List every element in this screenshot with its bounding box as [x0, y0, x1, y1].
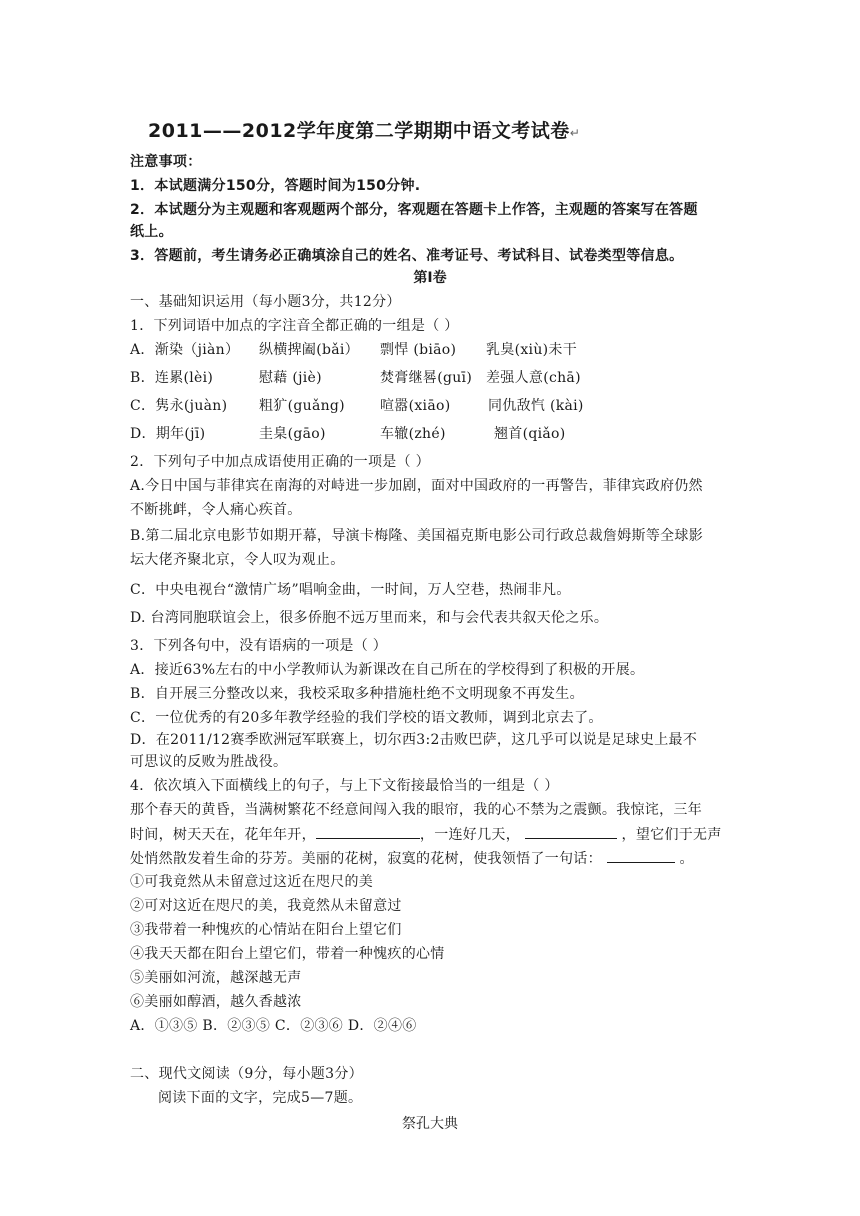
q2-option-a: A.今日中国与菲律宾在南海的对峙进一步加剧，面对中国政府的一再警告，菲律宾政府仍然	[130, 478, 703, 494]
q1-option-d-2: 圭臬(gāo)	[259, 426, 326, 442]
q1-option-d-4: 翘首(qiǎo)	[494, 426, 566, 442]
q4-passage-part-2: ，一连好几天，	[419, 827, 521, 843]
section2-instruction: 阅读下面的文字，完成5—7题。	[158, 1090, 363, 1106]
volume-title: 第Ⅰ卷	[413, 270, 447, 286]
q4-option-6: ⑥美丽如醇酒，越久香越浓	[130, 994, 302, 1010]
q3-option-d-cont: 可思议的反败为胜战役。	[130, 754, 288, 770]
q1-option-a-2: 纵横捭阖(bǎi）	[259, 342, 359, 358]
q3-stem: 3．下列各句中，没有语病的一项是（ ）	[130, 638, 388, 654]
q4-passage-line-3	[130, 848, 694, 869]
exam-title-text: 2011——2012学年度第二学期期中语文考试卷	[148, 120, 570, 142]
q4-passage-part-1: 时间，树天天在，花年年开，	[130, 827, 316, 843]
section2-heading: 二、现代文阅读（9分，每小题3分）	[130, 1066, 363, 1082]
q4-option-1: ①可我竟然从未留意过这近在咫尺的美	[130, 874, 374, 890]
q4-option-4: ④我天天都在阳台上望它们，带着一种愧疚的心情	[130, 946, 445, 962]
q4-passage-part-4: 处悄然散发着生命的芬芳。美丽的花树，寂寞的花树，使我领悟了一句话：	[130, 851, 602, 867]
q4-passage-line-2	[130, 824, 722, 845]
q1-option-b-2: 慰藉 (jiè)	[259, 370, 322, 386]
q2-option-d: D. 台湾同胞联谊会上，很多侨胞不远万里而来，和与会代表共叙天伦之乐。	[130, 610, 609, 626]
notice-item-3: 3．答题前，考生请务必正确填涂自己的姓名、准考证号、考试科目、试卷类型等信息。	[130, 248, 684, 264]
q1-option-a-1: A．渐染（jiàn）	[130, 342, 240, 358]
q3-option-b: B．自开展三分整改以来，我校采取多种措施杜绝不文明现象不再发生。	[130, 686, 584, 702]
exam-title	[148, 116, 580, 143]
q1-option-c-3: 喧嚣(xiāo)	[380, 398, 451, 414]
paragraph-mark-icon: ↵	[569, 126, 581, 140]
notice-item-2-cont: 纸上。	[130, 224, 173, 240]
fill-blank-3[interactable]	[607, 848, 675, 863]
fill-blank-1[interactable]	[316, 824, 420, 839]
q4-answers: A．①③⑤ B．②③⑤ C．②③⑥ D．②④⑥	[130, 1018, 417, 1034]
q2-option-a-cont: 不断挑衅，令人痛心疾首。	[130, 502, 302, 518]
q1-option-a-4: 乳臭(xiù)未干	[486, 342, 578, 358]
q2-option-b-cont: 坛大佬齐聚北京，令人叹为观止。	[130, 552, 345, 568]
q4-option-5: ⑤美丽如河流，越深越无声	[130, 970, 302, 986]
q1-option-c-4: 同仇敌忾 (kài)	[488, 398, 584, 414]
q1-option-a-3: 剽悍 (biāo)	[380, 342, 457, 358]
q2-option-c: C．中央电视台“激情广场”唱响金曲，一时间，万人空巷，热闹非凡。	[130, 582, 571, 598]
q3-option-c: C．一位优秀的有20多年教学经验的我们学校的语文教师，调到北京去了。	[130, 710, 603, 726]
q1-option-d-3: 车辙(zhé)	[380, 426, 446, 442]
q4-option-3: ③我带着一种愧疚的心情站在阳台上望它们	[130, 922, 402, 938]
q4-stem: 4．依次填入下面横线上的句子，与上下文衔接最恰当的一组是（ ）	[130, 778, 559, 794]
notice-item-2: 2．本试题分为主观题和客观题两个部分，客观题在答题卡上作答，主观题的答案写在答题	[130, 202, 698, 218]
q4-passage-part-5: 。	[679, 851, 694, 867]
q1-stem: 1．下列词语中加点的字注音全都正确的一组是（ ）	[130, 318, 459, 334]
q4-option-2: ②可对这近在咫尺的美，我竟然从未留意过	[130, 898, 402, 914]
q2-stem: 2．下列句子中加点成语使用正确的一项是（ ）	[130, 454, 430, 470]
notice-item-1: 1．本试题满分150分，答题时间为150分钟.	[130, 178, 421, 194]
q2-option-b: B.第二届北京电影节如期开幕，导演卡梅隆、美国福克斯电影公司行政总裁詹姆斯等全球影	[130, 528, 704, 544]
article-title: 祭孔大典	[402, 1116, 458, 1132]
q1-option-b-4: 差强人意(chā)	[486, 370, 581, 386]
q1-option-b-1: B．连累(lèi)	[130, 370, 214, 386]
q3-option-a: A．接近63%左右的中小学教师认为新课改在自己所在的学校得到了积极的开展。	[130, 662, 645, 678]
q1-option-b-3: 焚膏继晷(guī)	[380, 370, 473, 386]
q1-option-d-1: D．期年(jī)	[130, 426, 206, 442]
q4-passage-line-1: 那个春天的黄昏，当满树繁花不经意间闯入我的眼帘，我的心不禁为之震颤。我惊诧，三年	[130, 802, 702, 818]
q4-passage-part-3: ，望它们于无声	[621, 827, 722, 843]
section1-heading: 一、基础知识运用（每小题3分，共12分）	[130, 294, 401, 310]
notice-heading: 注意事项：	[130, 154, 202, 170]
q3-option-d: D．在2011/12赛季欧洲冠军联赛上，切尔西3:2击败巴萨，这几乎可以说是足球史上最不	[130, 732, 698, 748]
q1-option-c-1: C．隽永(juàn)	[130, 398, 228, 414]
q1-option-c-2: 粗犷(guǎng)	[259, 398, 345, 414]
fill-blank-2[interactable]	[525, 824, 617, 839]
